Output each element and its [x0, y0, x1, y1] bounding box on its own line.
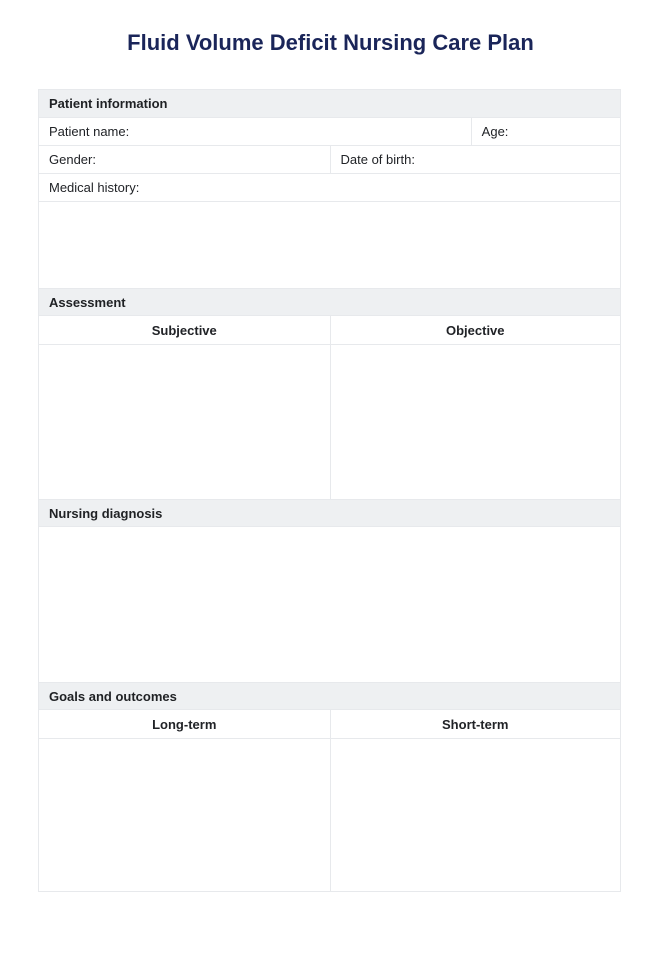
assessment-input-row [39, 344, 620, 499]
section-header-assessment: Assessment [39, 288, 620, 315]
long-term-input-area[interactable] [39, 739, 330, 891]
assessment-column-headers [39, 315, 620, 344]
medical-history-label-cell [39, 174, 620, 201]
patient-name-label: Patient name: [49, 124, 130, 139]
goals-input-row [39, 738, 620, 891]
section-header-patient-information: Patient information [39, 90, 620, 117]
medical-history-label: Medical history: [49, 180, 140, 195]
page-title: Fluid Volume Deficit Nursing Care Plan [127, 30, 534, 55]
objective-input-area[interactable] [330, 345, 621, 499]
subjective-column-header: Subjective [151, 322, 217, 338]
subjective-input-area[interactable] [39, 345, 330, 499]
objective-column-header: Objective [330, 316, 621, 344]
medical-history-label-row [39, 173, 620, 201]
gender-field[interactable] [39, 146, 330, 173]
short-term-column-header: Short-term [330, 710, 621, 738]
date-of-birth-label: Date of birth: [340, 152, 415, 167]
date-of-birth-field[interactable] [330, 146, 621, 173]
care-plan-form [38, 89, 621, 892]
patient-name-age-row [39, 117, 620, 145]
medical-history-input-area[interactable] [39, 201, 620, 288]
section-header-nursing-diagnosis: Nursing diagnosis [39, 499, 620, 526]
age-label: Age: [481, 124, 509, 139]
goals-column-headers [39, 709, 620, 738]
section-header-goals-and-outcomes: Goals and outcomes [39, 682, 620, 709]
gender-label: Gender: [49, 152, 96, 167]
patient-name-field[interactable] [39, 118, 471, 145]
age-field[interactable] [471, 118, 620, 145]
nursing-diagnosis-input-area[interactable] [39, 526, 620, 682]
long-term-column-header: Long-term [152, 716, 217, 732]
short-term-input-area[interactable] [330, 739, 621, 891]
document-page [0, 30, 661, 892]
gender-dob-row [39, 145, 620, 173]
